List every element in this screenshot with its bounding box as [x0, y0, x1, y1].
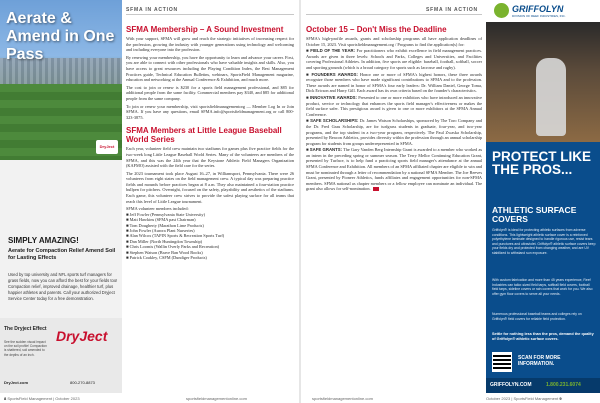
ad-right-cta: Settle for nothing less than the pros, demand the quality of Griffolyn® athletic surface covers.	[492, 332, 594, 341]
ad-right-phone[interactable]: 1.800.231.6074	[546, 382, 581, 388]
volunteer-list	[126, 212, 294, 261]
ad-photo-logo: DryJect	[96, 140, 118, 154]
list-item: ■ John Fowler (Aurora Plant Nurseries)	[126, 228, 195, 234]
award-scholarships: ■ SAFE SCHOLARSHIPS: Dr. James Watson Scholarships, sponsored by The Toro Company and the Dr. Fred Grau Scholarship, are for turfgrass students in graduate, four-year, and two-year programs, and the top student in a two-year program, respectively. The Paul Zwaska Scholarship, presented by Beacon Athletics, provides diversity within the profession through an annual scholarship program for students from groups underrepresented in SFMA.	[306, 118, 482, 146]
running-rule-left	[126, 14, 294, 15]
article-column-right	[306, 25, 482, 192]
list-item: ■ Jeff Fowler (Pennsylvania State University)	[126, 211, 206, 217]
folio-right	[486, 396, 562, 401]
membership-heading: SFMA Membership – A Sound Investment	[126, 25, 284, 34]
folio-pub-right: October 2023 | SportsField Management	[486, 396, 559, 401]
ad-headline: SIMPLY AMAZING!	[8, 236, 79, 245]
folio-left	[4, 396, 80, 401]
ad-product-panel	[0, 318, 122, 393]
griffolyn-logo-sub: DIVISION OF REEF INDUSTRIES, INC.	[512, 14, 566, 18]
award-founders: ■ FOUNDERS AWARDS: Honor one or more of SFMA's highest honors, these three awards recognize those members who have made significant contributions to SFMA and to the profession. These awards are named in honor of SFMA's four early leaders: Dr. William Daniel, George Toma, Dick Ericson and Harry Gill. Each award has its own criteria based on the founder's characteristics.	[306, 71, 483, 94]
griffolyn-logo-icon	[494, 3, 509, 18]
ad-photo-stadium	[0, 0, 122, 160]
qr-code-icon[interactable]	[492, 352, 512, 372]
folio-url-left: sportsfieldmanagementonline.com	[186, 396, 247, 401]
running-head-right: SFMA IN ACTION	[426, 7, 478, 13]
llbws-p3: SFMA volunteer members included:	[126, 206, 189, 212]
list-item: ■ Dan Miller (North Huntingdon Township)	[126, 238, 203, 244]
ad-title: Aerate & Amend in One Pass	[6, 10, 115, 63]
list-item: ■ Stephen Watson (Brave Ban Wood Books)	[126, 249, 203, 255]
end-mark-icon	[373, 187, 379, 191]
ad-right-subheadline: ATHLETIC SURFACE COVERS	[492, 205, 577, 224]
list-item: ■ Patrick Coakley, CSFM (Dundiger Products)	[126, 255, 207, 261]
dryject-logo: DryJect	[56, 328, 108, 344]
ad-subhead: Aerate for Compaction Relief Amend Soil for Lasting Effects	[8, 248, 116, 261]
page-gutter	[299, 0, 301, 403]
membership-p3: The cost to join or renew is $230 for a sports field management professional, and $85 for additional people from the same facility. Commercial members pay $340, and $85 for additional people from the same company.	[126, 84, 294, 101]
griffolyn-ad[interactable]	[486, 0, 600, 393]
ad-product-title: The Dryject Effect	[4, 326, 47, 332]
award-innovative: ■ INNOVATIVE AWARDS: Presented to one or more exhibitors who have introduced an innovative product, service or technology that enhances the sports field manager's effectiveness or makes the field surface safer. This prestigious award is given to one or more exhibitors at the SFMA Annual Conference.	[306, 94, 483, 117]
ad-right-body-1: Griffolyn® is ideal for protecting athletic surfaces from adverse conditions. This lightweight athletic surface cover is a reinforced polyethylene laminate designed to handle rigorous use, resist tears and punctures and ultraviolet. Griffolyn® athletic surface covers keep your fields dry and protected from changing weather, and are UV stabilized to withstand sun exposure.	[492, 228, 596, 255]
list-item: ■ Chris Loomis (Wallin Overly Parks and Recreation)	[126, 244, 220, 250]
membership-p1: With your support, SFMA will grow and reach the strategic initiatives of increasing respect for the profession, growing the industry with younger generations using technology and welcoming and including everyone into the profession.	[126, 36, 294, 53]
page-number-left: 8	[4, 396, 7, 401]
llbws-p1: Each year, volunteer field crew maintain two stadiums for games plus five practice fields for the two-week long Little League Baseball World Series. Many of the volunteers are members of the SFMA, and this was the 24th year that the Keystone Athletic Field Managers Organization (KAFMO) assisted with the field care for the series.	[126, 146, 294, 169]
folio-pub-left: SportsField Management | October 2023	[7, 396, 80, 401]
membership-p2: By renewing your membership, you have the opportunity to learn and advance your career. First, you are able to connect with other professionals who have valuable insights and skills. Also, you have access to great resources including the Playing Condition Index, the Best Management Practices guide, Technical Education Bulletins, webinars, SportsField Management magazine, education and networking at the Annual Conference & Exhibition, and much more.	[126, 54, 294, 83]
folio-url-right: sportsfieldmanagementonline.com	[312, 396, 373, 401]
list-item: ■ Tom Dougherty (Marathon Lime Products)	[126, 222, 204, 228]
dryject-ad[interactable]	[0, 0, 122, 393]
llbws-heading: SFMA Members at Little League Baseball World Series	[126, 126, 282, 145]
ad-body: Used by top university and NFL sports turf managers for grass fields, now you can afford the best for your fields too! Compaction relief, improved drainage, healthier turf, plus happier athletes and parents. Call your authorized Dryject Service Center today for a free demonstration.	[8, 272, 118, 301]
list-item: ■ Alan Wilcox (TAPIN Sports & Recreation Sports Turf)	[126, 233, 225, 239]
deadline-intro: SFMA's high-profile awards, grants and scholarship programs all have application deadlines of October 15, 2023. Visit sportsfieldmanagement.org / Programs to find the application(s) for:	[306, 36, 482, 47]
page-number-right: 9	[559, 396, 562, 401]
deadline-heading: October 15 – Don't Miss the Deadline	[306, 25, 447, 34]
griffolyn-logo: GRIFFOLYN	[512, 4, 564, 14]
ad-right-footer	[486, 378, 600, 393]
llbws-p2: The 2023 tournament took place August 16–27, in Williamsport, Pennsylvania. There were 26 volunteers from eight states on the field management crew. A typical day was preparing practice fields and mounds before practices began at 8 a.m. They also maintained a four-station practice bullpen for pitchers. Overnight, focused on the safety, playability and aesthetics of the stadiums. Each game, this volunteer crew strives to provide the safest playing surface for all teams that reach this level of Little League tournament.	[126, 170, 294, 204]
ad-right-url[interactable]: GRIFFOLYN.COM	[490, 382, 532, 388]
ad-phone[interactable]: 800-270-8873	[70, 380, 95, 385]
article-column-left	[126, 25, 294, 261]
ad-right-body-2: With custom fabrication and more than 45 years experience, Reef Industries can tailor-sized field tarps, softball field covers, football field tarps, sideline covers or rain covers that work for you. We also offer gym floor covers to serve all your needs.	[492, 278, 593, 296]
list-item: ■ Matt Hawkins (SFMA past Chairman)	[126, 217, 196, 223]
award-grants: ■ SAFE GRANTS: The Gary Vanden Berg Internship Grant is awarded to a member who worked as an intern in the preceding spring or summer season. The Terry Mellor Continuing Education Grant, presented by Turface, is to help fund a practicing sports field manager's attendance at the annual SFMA Conference and Exhibition. All members of an SFMA affiliated chapter are eligible to win and must be nominated through a letter of recommendation by a national SFMA Member. The Joe Reeves Grant, presented by Pioneer Athletics, funds affiliates and engagement opportunities for non-SFMA members. SFMA national as chapter members or a fellow employee can nominate an individual. The grant also allows for self-nomination.	[306, 147, 483, 192]
player-figure	[536, 58, 566, 136]
scan-label: SCAN FOR MORE INFORMATION.	[518, 355, 561, 367]
running-head-left: SFMA IN ACTION	[126, 7, 178, 13]
ad-photo-player	[486, 22, 600, 142]
membership-p4: To join or renew your membership, visit sportsfieldmanagementorg — Member Log In or Join SFMA. If you have any questions, email SFMA.info@sportsfieldmanagement.org or call 800-323-3875.	[126, 103, 294, 120]
ad-product-desc: See the sudden visual impact on the soil profile! Compaction is shattered, soil amended to the depths of an inch.	[4, 340, 47, 357]
ad-right-headline: PROTECT LIKE THE PROS...	[492, 149, 592, 177]
running-rule-right	[306, 14, 482, 15]
ad-right-body-3: Numerous professional baseball teams and colleges rely on Griffolyn® field covers for reliable field protection.	[492, 312, 582, 321]
griffolyn-logo-bar	[486, 0, 600, 22]
award-field-of-year: ■ FIELD OF THE YEAR: For practitioners who exhibit excellence in field management practices. Awards are given in three levels: Schools and Parks, Colleges and Universities, and Facilities covering Professional Athletes. In addition, five sports are eligible: baseball, football, softball, soccer and sporting grounds (which is a broad category for sports such as lacrosse and rugby).	[306, 48, 482, 70]
ad-url[interactable]: DryJect.com	[4, 380, 29, 385]
